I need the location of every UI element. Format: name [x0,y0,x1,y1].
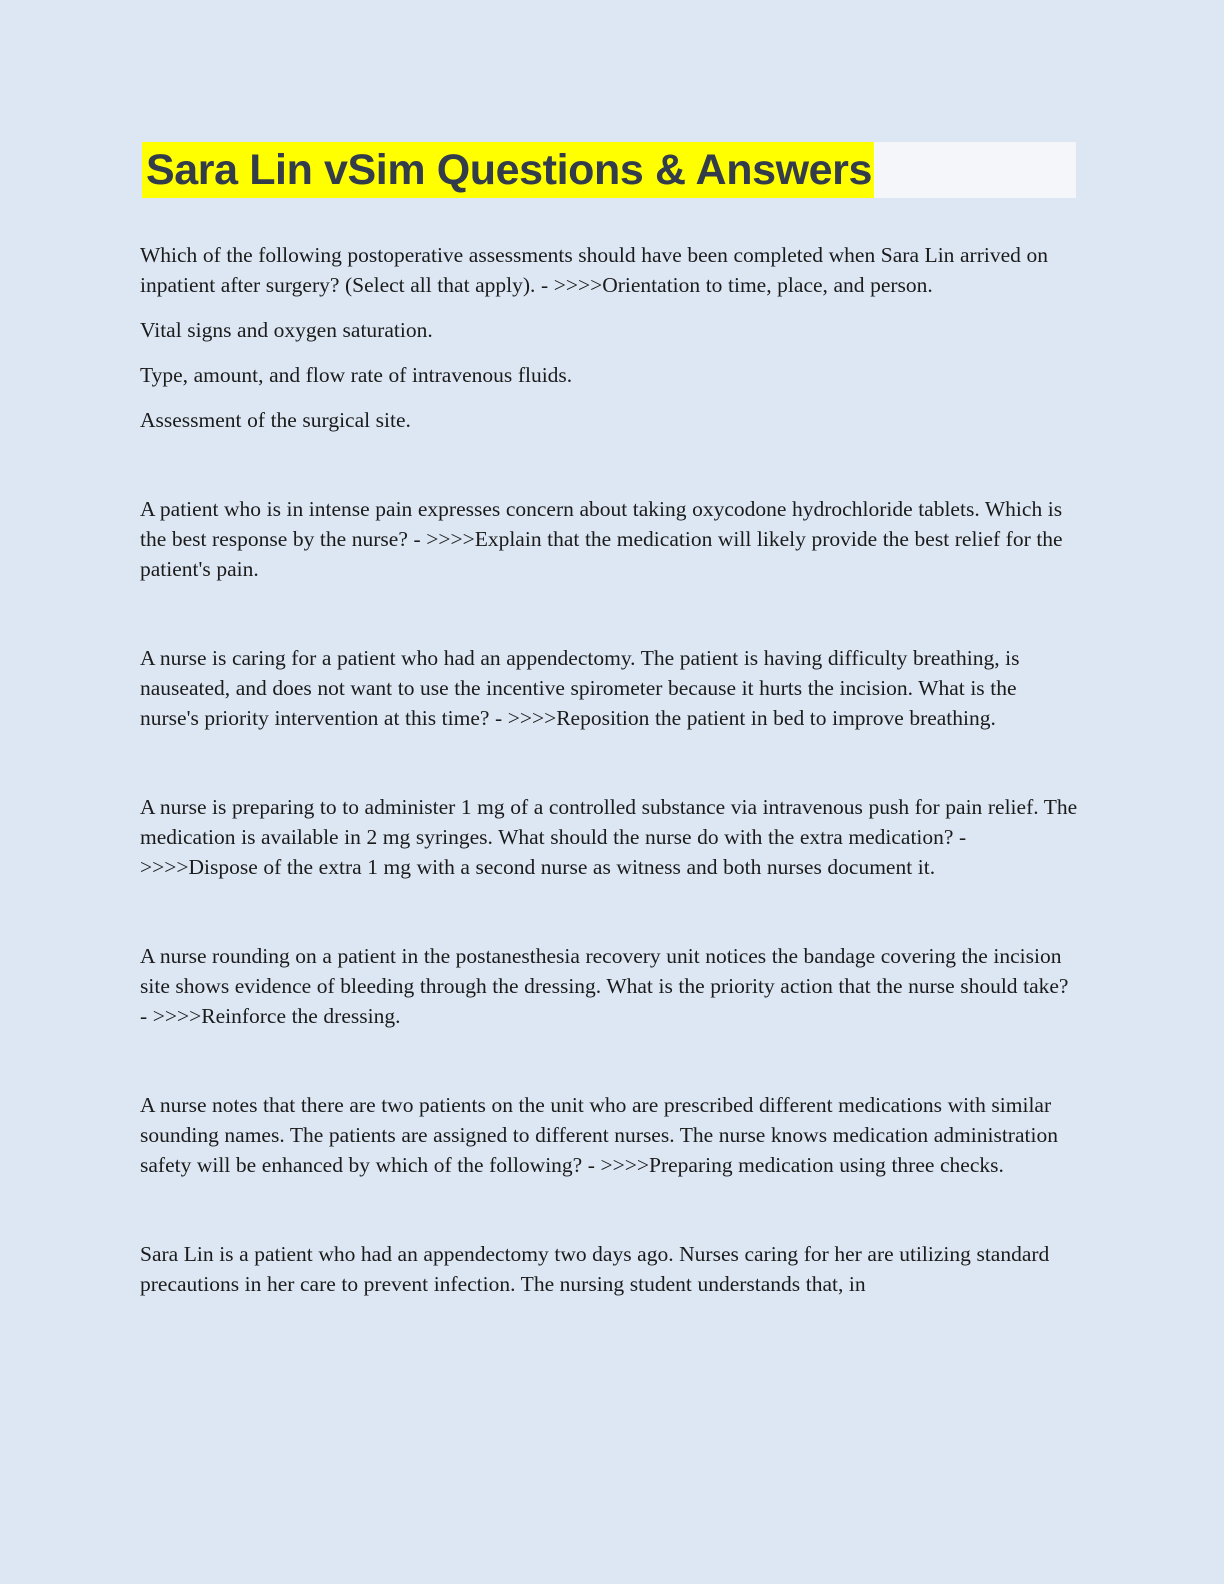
question-paragraph: Assessment of the surgical site. [140,408,411,432]
question-paragraph: Which of the following postoperative assessments should have been completed when Sara Lin arrived on inpatient after surgery? (Select all that apply). - >>>>Orientation to time, place, and person. [140,243,1048,297]
question-paragraph: A nurse rounding on a patient in the postanesthesia recovery unit notices the bandage covering the incision site shows evidence of bleeding through the dressing. What is the priority action that the nurse should take? - >>>>Reinforce the dressing. [140,944,1069,1028]
title-trailing-block [874,142,1076,198]
document-body [140,240,1078,1299]
question-paragraph: A nurse is caring for a patient who had an appendectomy. The patient is having difficulty breathing, is nauseated, and does not want to use the incentive spirometer because it hurts the incision. What is the nurse's priority intervention at this time? - >>>>Reposition the patient in bed to improve breathing. [140,646,1020,730]
question-paragraph: A patient who is in intense pain expresses concern about taking oxycodone hydrochloride tablets. Which is the best response by the nurse? - >>>>Explain that the medication will likely provide the best relief for the patient's pain. [140,497,1063,581]
question-paragraph: Type, amount, and flow rate of intravenous fluids. [140,363,573,387]
question-paragraph: A nurse notes that there are two patients on the unit who are prescribed different medications with similar sounding names. The patients are assigned to different nurses. The nurse knows medication administration safety will be enhanced by which of the following? - >>>>Preparing medication using three checks. [140,1093,1058,1177]
question-paragraph: Sara Lin is a patient who had an appendectomy two days ago. Nurses caring for her are utilizing standard precautions in her care to prevent infection. The nursing student understands that, in [140,1242,1050,1296]
document-title-row [142,142,1076,198]
page-title: Sara Lin vSim Questions & Answers [146,146,872,194]
title-highlight-band [142,142,874,198]
question-paragraph: A nurse is preparing to to administer 1 mg of a controlled substance via intravenous push for pain relief. The medication is available in 2 mg syringes. What should the nurse do with the extra medication? - >>>>Dispose of the extra 1 mg with a second nurse as witness and both nurses document it. [140,795,1078,879]
question-paragraph: Vital signs and oxygen saturation. [140,318,433,342]
